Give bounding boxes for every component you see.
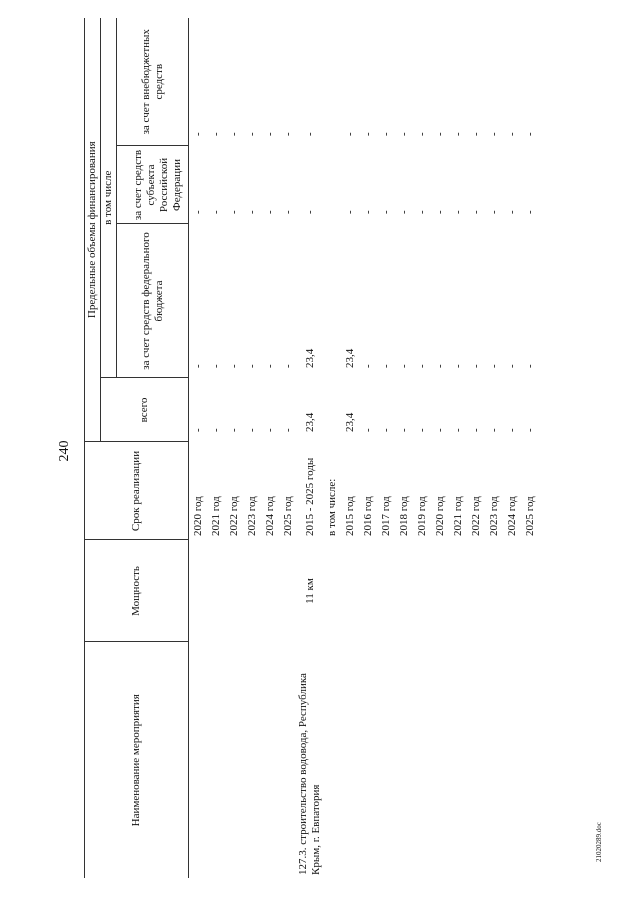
cell-total: - <box>209 428 222 432</box>
cell-total: - <box>523 428 536 432</box>
cell-name <box>431 642 449 878</box>
cell-total: - <box>191 428 204 432</box>
cell-federal: - <box>379 364 392 368</box>
cell-extra: - <box>361 132 374 136</box>
cell-federal: - <box>191 364 204 368</box>
table-row <box>359 18 377 878</box>
cell-period: в том числе: <box>325 478 338 536</box>
cell-total: 23,4 <box>343 412 356 432</box>
cell-federal: 23,4 <box>303 348 316 368</box>
cell-federal: - <box>209 364 222 368</box>
cell-total: - <box>505 428 518 432</box>
cell-federal: - <box>281 364 294 368</box>
cell-power <box>467 540 485 642</box>
cell-power <box>377 540 395 642</box>
header-period: Срок реализации <box>85 442 189 540</box>
cell-subject: - <box>469 210 482 214</box>
cell-total: - <box>415 428 428 432</box>
cell-extra: - <box>469 132 482 136</box>
table-row <box>297 18 323 878</box>
cell-period: 2015 год <box>343 496 356 536</box>
table-row <box>395 18 413 878</box>
cell-federal: - <box>245 364 258 368</box>
header-limits: Предельные объемы финансирования <box>85 18 101 442</box>
cell-name <box>225 642 243 878</box>
cell-power <box>521 540 539 642</box>
cell-federal: - <box>361 364 374 368</box>
cell-power <box>189 540 208 642</box>
cell-name <box>207 642 225 878</box>
cell-total: - <box>379 428 392 432</box>
cell-federal: - <box>505 364 518 368</box>
cell-total: - <box>433 428 446 432</box>
cell-subject: - <box>451 210 464 214</box>
cell-name <box>395 642 413 878</box>
cell-total: - <box>487 428 500 432</box>
table-row <box>467 18 485 878</box>
cell-total: - <box>469 428 482 432</box>
cell-extra: - <box>191 132 204 136</box>
cell-power <box>431 540 449 642</box>
cell-power <box>359 540 377 642</box>
cell-total: - <box>245 428 258 432</box>
cell-total <box>323 378 341 442</box>
cell-federal <box>323 224 341 378</box>
header-including: в том числе <box>101 18 117 378</box>
cell-name <box>449 642 467 878</box>
table-row <box>503 18 521 878</box>
cell-total: - <box>397 428 410 432</box>
cell-period: 2017 год <box>379 496 392 536</box>
cell-total: - <box>281 428 294 432</box>
cell-name <box>261 642 279 878</box>
cell-name: 127.3. строительство водовода, Республика Крым, г. Евпатория <box>297 673 322 875</box>
cell-power: 11 км <box>303 578 316 604</box>
cell-extra: - <box>245 132 258 136</box>
cell-federal: - <box>227 364 240 368</box>
cell-name <box>485 642 503 878</box>
cell-extra: - <box>263 132 276 136</box>
table-row <box>485 18 503 878</box>
cell-subject: - <box>397 210 410 214</box>
cell-name <box>413 642 431 878</box>
cell-extra: - <box>397 132 410 136</box>
cell-period: 2024 год <box>263 496 276 536</box>
header-power: Мощность <box>85 540 189 642</box>
cell-power <box>341 540 359 642</box>
cell-federal: - <box>397 364 410 368</box>
cell-federal: - <box>263 364 276 368</box>
cell-subject: - <box>433 210 446 214</box>
table-row <box>377 18 395 878</box>
cell-period: 2023 год <box>245 496 258 536</box>
cell-name <box>279 642 297 878</box>
financing-table-rotated <box>84 18 574 878</box>
cell-period: 2019 год <box>415 496 428 536</box>
cell-subject <box>323 146 341 224</box>
table-row <box>243 18 261 878</box>
cell-subject: - <box>343 210 356 214</box>
cell-power <box>395 540 413 642</box>
cell-subject: - <box>415 210 428 214</box>
cell-total: - <box>227 428 240 432</box>
header-total: всего <box>101 378 189 442</box>
cell-total: - <box>263 428 276 432</box>
cell-name <box>377 642 395 878</box>
table-row <box>431 18 449 878</box>
cell-extra: - <box>227 132 240 136</box>
header-name: Наименование мероприятия <box>85 642 189 878</box>
cell-subject: - <box>209 210 222 214</box>
cell-period: 2016 год <box>361 496 374 536</box>
cell-period: 2022 год <box>469 496 482 536</box>
cell-name <box>189 642 208 878</box>
cell-subject: - <box>227 210 240 214</box>
table-row <box>225 18 243 878</box>
cell-period: 2025 год <box>523 496 536 536</box>
cell-total: - <box>361 428 374 432</box>
cell-period: 2023 год <box>487 496 500 536</box>
header-subject: за счет средств субъекта Российской Федерации <box>129 146 189 224</box>
cell-total: - <box>451 428 464 432</box>
cell-federal: 23,4 <box>343 348 356 368</box>
table-row <box>413 18 431 878</box>
header-subject-gap <box>117 146 129 224</box>
cell-extra: - <box>379 132 392 136</box>
cell-federal: - <box>415 364 428 368</box>
table-row <box>521 18 539 878</box>
cell-subject: - <box>303 210 316 214</box>
table-header <box>85 18 189 878</box>
cell-name <box>323 642 341 878</box>
cell-power <box>279 540 297 642</box>
cell-extra: - <box>451 132 464 136</box>
cell-federal: - <box>523 364 536 368</box>
cell-period: 2021 год <box>451 496 464 536</box>
cell-total: 23,4 <box>303 412 316 432</box>
cell-power <box>485 540 503 642</box>
cell-power <box>243 540 261 642</box>
table-row <box>323 18 341 878</box>
cell-subject: - <box>379 210 392 214</box>
table-row <box>189 18 208 878</box>
table-row <box>261 18 279 878</box>
cell-power <box>503 540 521 642</box>
cell-subject: - <box>487 210 500 214</box>
cell-subject: - <box>361 210 374 214</box>
cell-federal: - <box>487 364 500 368</box>
page-number: 240 <box>57 440 72 462</box>
cell-period: 2020 год <box>433 496 446 536</box>
table-row <box>207 18 225 878</box>
header-federal: за счет средств федерального бюджета <box>117 224 189 378</box>
cell-power <box>413 540 431 642</box>
cell-extra: - <box>303 132 316 136</box>
cell-federal: - <box>451 364 464 368</box>
cell-extra: - <box>415 132 428 136</box>
cell-period: 2022 год <box>227 496 240 536</box>
cell-subject: - <box>523 210 536 214</box>
cell-period: 2020 год <box>191 496 204 536</box>
cell-power <box>261 540 279 642</box>
cell-extra: - <box>433 132 446 136</box>
cell-extra: - <box>281 132 294 136</box>
cell-extra <box>323 18 341 146</box>
cell-period: 2025 год <box>281 496 294 536</box>
cell-name <box>243 642 261 878</box>
footer-code: 21020289.doc <box>595 822 603 862</box>
cell-period: 2018 год <box>397 496 410 536</box>
cell-power <box>225 540 243 642</box>
cell-extra: - <box>209 132 222 136</box>
cell-federal: - <box>433 364 446 368</box>
cell-name <box>503 642 521 878</box>
financing-table <box>84 18 539 878</box>
table-row <box>449 18 467 878</box>
table-body <box>189 18 540 878</box>
header-extra: за счет внебюджетных средств <box>117 18 189 146</box>
cell-power <box>323 540 341 642</box>
cell-power <box>207 540 225 642</box>
cell-subject: - <box>245 210 258 214</box>
cell-name <box>359 642 377 878</box>
cell-name <box>341 642 359 878</box>
cell-subject: - <box>191 210 204 214</box>
cell-period: 2021 год <box>209 496 222 536</box>
cell-extra: - <box>523 132 536 136</box>
cell-period: 2015 - 2025 годы <box>303 457 316 536</box>
table-row <box>279 18 297 878</box>
cell-subject: - <box>505 210 518 214</box>
cell-subject: - <box>281 210 294 214</box>
cell-extra: - <box>343 132 356 136</box>
cell-name <box>467 642 485 878</box>
cell-subject: - <box>263 210 276 214</box>
cell-extra: - <box>505 132 518 136</box>
cell-extra: - <box>487 132 500 136</box>
cell-power <box>449 540 467 642</box>
cell-name <box>521 642 539 878</box>
cell-federal: - <box>469 364 482 368</box>
table-row <box>341 18 359 878</box>
cell-period: 2024 год <box>505 496 518 536</box>
